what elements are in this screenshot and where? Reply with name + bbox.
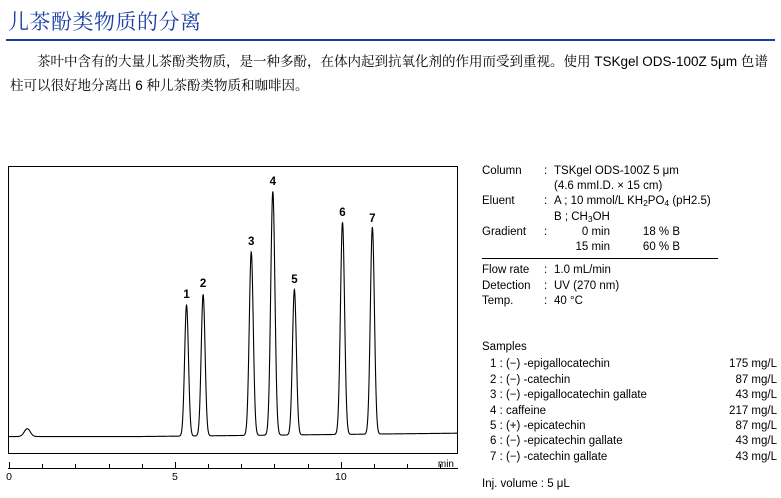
x-tick-major bbox=[175, 462, 176, 469]
conditions-panel bbox=[482, 164, 777, 309]
gradient-percent-1: 60 % B bbox=[642, 241, 680, 254]
sample-label: 1 : (−) -epigallocatechin bbox=[490, 358, 610, 371]
spacer bbox=[482, 179, 554, 194]
peak-label-1: 1 bbox=[183, 288, 190, 301]
sample-row bbox=[482, 388, 777, 403]
x-tick-minor bbox=[75, 464, 76, 469]
condition-detection-colon: : bbox=[544, 279, 548, 292]
title-divider bbox=[6, 39, 775, 41]
condition-temperature-colon: : bbox=[544, 294, 548, 307]
sample-label: 3 : (−) -epigallocatechin gallate bbox=[490, 389, 647, 402]
x-tick-minor bbox=[142, 464, 143, 469]
peak-label-3: 3 bbox=[248, 236, 255, 249]
condition-gradient-colon: : bbox=[544, 226, 548, 239]
intro-paragraph: 茶叶中含有的大量儿茶酚类物质，是一种多酚，在体内起到抗氧化剂的作用而受到重视。使用 TSKgel ODS-100Z 5μm 色谱柱可以很好地分离出 6 种儿茶酚类物质和咖啡因。 bbox=[10, 54, 768, 93]
condition-flow-rate-value: 1.0 mL/min bbox=[554, 264, 611, 277]
samples-panel bbox=[482, 340, 777, 465]
chromatogram-trace bbox=[9, 167, 457, 453]
gradient-time-1: 15 min bbox=[575, 241, 610, 254]
sample-label: 6 : (−) -epicatechin gallate bbox=[490, 435, 623, 448]
x-tick-label: 5 bbox=[172, 471, 178, 483]
condition-flow-rate-key: Flow rate bbox=[482, 264, 530, 277]
sample-concentration: 217 mg/L bbox=[729, 404, 777, 417]
condition-detection-key: Detection bbox=[482, 279, 531, 292]
chromatogram-x-axis bbox=[8, 458, 458, 486]
sample-label: 5 : (+) -epicatechin bbox=[490, 420, 586, 433]
condition-flow-rate bbox=[482, 263, 777, 278]
samples-list bbox=[482, 357, 777, 465]
condition-eluent-b bbox=[482, 210, 777, 225]
condition-gradient-row-0 bbox=[554, 225, 777, 240]
sample-row bbox=[482, 404, 777, 419]
chromatogram bbox=[8, 166, 458, 486]
sample-concentration: 43 mg/L bbox=[735, 389, 777, 402]
condition-gradient-row-1 bbox=[482, 240, 777, 255]
x-tick-label: 0 bbox=[6, 471, 12, 483]
x-tick-major bbox=[341, 462, 342, 469]
spacer bbox=[482, 210, 554, 225]
condition-column-key: Column bbox=[482, 165, 522, 177]
condition-gradient bbox=[482, 225, 777, 240]
condition-temperature-value: 40 °C bbox=[554, 294, 583, 307]
condition-detection bbox=[482, 279, 777, 294]
samples-title: Samples bbox=[482, 341, 527, 353]
condition-eluent-value-b: B ; $CH_3OH$ bbox=[554, 210, 610, 224]
conditions-divider bbox=[482, 258, 718, 259]
sample-concentration: 87 mg/L bbox=[735, 420, 777, 433]
injection-volume: Inj. volume : 5 μL bbox=[482, 478, 570, 490]
sample-row bbox=[482, 419, 777, 434]
page-title: 儿茶酚类物质的分离 bbox=[8, 11, 202, 34]
x-tick-minor bbox=[241, 464, 242, 469]
condition-gradient-key: Gradient bbox=[482, 226, 527, 239]
x-axis-unit-label: min bbox=[437, 459, 454, 470]
x-tick-minor bbox=[109, 464, 110, 469]
condition-eluent-key: Eluent bbox=[482, 195, 515, 208]
condition-column-dimensions bbox=[482, 179, 777, 194]
intro-text bbox=[10, 50, 770, 97]
gradient-time-0: 0 min bbox=[581, 226, 610, 239]
peak-label-5: 5 bbox=[291, 274, 298, 287]
sample-label: 2 : (−) -catechin bbox=[490, 373, 571, 386]
gradient-percent-0: 18 % B bbox=[642, 226, 680, 239]
sample-label: 4 : caffeine bbox=[490, 404, 547, 417]
x-tick-minor bbox=[274, 464, 275, 469]
x-tick-minor bbox=[374, 464, 375, 469]
sample-concentration: 87 mg/L bbox=[735, 373, 777, 386]
condition-temperature-key: Temp. bbox=[482, 294, 514, 307]
condition-column-dimensions-value: (4.6 mmI.D. × 15 cm) bbox=[554, 180, 663, 193]
sample-row bbox=[482, 373, 777, 388]
peak-label-7: 7 bbox=[369, 212, 376, 225]
condition-column bbox=[482, 164, 777, 179]
sample-label: 7 : (−) -catechin gallate bbox=[490, 450, 608, 463]
spacer bbox=[482, 240, 554, 255]
sample-row bbox=[482, 450, 777, 465]
condition-column-value: TSKgel ODS-100Z 5 μm bbox=[554, 165, 679, 177]
condition-eluent-value-a: A ; 10 mmol/L $KH_2PO_4$ (pH2.5) bbox=[554, 195, 711, 209]
chromatogram-plot-area bbox=[8, 166, 458, 454]
sample-row bbox=[482, 357, 777, 372]
condition-column-colon: : bbox=[544, 165, 548, 177]
condition-eluent bbox=[482, 194, 777, 209]
x-tick-minor bbox=[42, 464, 43, 469]
sample-row bbox=[482, 434, 777, 449]
condition-eluent-colon: : bbox=[544, 195, 548, 208]
peak-label-4: 4 bbox=[269, 175, 277, 188]
x-tick-minor bbox=[208, 464, 209, 469]
x-tick-minor bbox=[308, 464, 309, 469]
sample-concentration: 43 mg/L bbox=[735, 435, 777, 448]
peak-label-6: 6 bbox=[339, 207, 346, 220]
x-tick-minor bbox=[407, 464, 408, 469]
x-tick-label: 10 bbox=[335, 471, 347, 483]
sample-concentration: 43 mg/L bbox=[735, 450, 777, 463]
condition-detection-value: UV (270 nm) bbox=[554, 279, 620, 292]
condition-temperature bbox=[482, 294, 777, 309]
condition-flow-rate-colon: : bbox=[544, 264, 548, 277]
peak-label-2: 2 bbox=[199, 278, 207, 291]
sample-concentration: 175 mg/L bbox=[729, 358, 777, 371]
x-tick-major bbox=[9, 462, 10, 469]
